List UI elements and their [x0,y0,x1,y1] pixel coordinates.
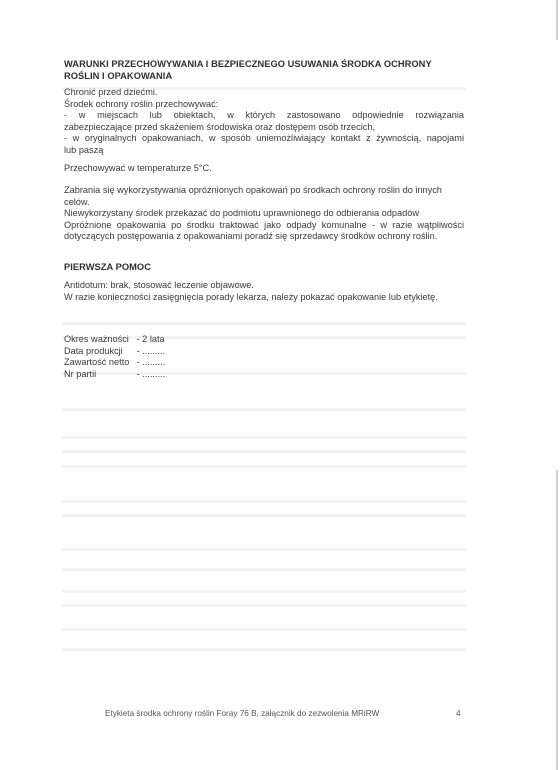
bleed-through-line [62,514,466,517]
text-line: Antidotum: brak, stosować leczenie objawowe. [64,280,254,290]
scan-edge-mark [556,470,558,770]
scan-edge-mark [556,0,558,40]
text-line: celów. [64,196,90,207]
bleed-through-line [62,322,466,325]
temperature-paragraph [64,163,464,175]
first-aid-paragraph [64,280,464,303]
production-date-row [64,346,264,358]
storage-heading-line: WARUNKI PRZECHOWYWANIA I BEZPIECZNEGO USUWANIA ŚRODKA OCHRONY [64,59,432,69]
batch-number-label: Nr partii [64,368,97,379]
text-line: Opróżnione opakowania po środku traktować jako odpady komunalne - w razie wątpliwości [64,219,464,230]
net-content-row [64,357,264,369]
bleed-through-line [62,408,466,411]
text-line: Zabrania się wykorzystywania opróżnionych opakowań po środkach ochrony roślin do innych [64,185,442,195]
batch-number-value: - ......... [136,368,166,379]
bleed-through-line [62,548,466,551]
text-line: Środek ochrony roślin przechowywać: [64,98,219,109]
text-line: zabezpieczające przed skażeniem środowiska oraz dostępem osób trzecich, [64,121,375,132]
expiry-label: Okres ważności [64,334,129,344]
text-line: W razie konieczności zasięgnięcia porady lekarza, należy pokazać opakowanie lub etykietę. [64,291,438,302]
expiry-row [64,334,264,346]
page-footer: Etykieta środka ochrony roślin Foray 76 B, załącznik do zezwolenia MRiRW [105,709,380,718]
net-content-label: Zawartość netto [64,357,130,368]
text-line: Przechowywać w temperaturze 5°C. [64,163,212,173]
text-line: Chronić przed dziećmi. [64,87,158,97]
batch-number-row [64,369,264,381]
page-number: 4 [456,709,461,718]
text-line: dotyczących postępowania z opakowaniami poradź się sprzedawcy środków ochrony roślin. [64,231,438,242]
bleed-through-line [62,500,466,503]
bleed-through-line [62,628,466,631]
text-line: Niewykorzystany środek przekazać do podmiotu uprawnionego do odbierania odpadów [64,208,419,219]
bleed-through-line [62,436,466,439]
packaging-info-block [64,334,264,380]
net-content-value: - ......... [136,357,166,368]
text-line: - w oryginalnych opakowaniach, w sposób uniemożliwiający kontakt z żywnością, napojami [64,133,464,144]
bleed-through-line [62,604,466,607]
production-date-label: Data produkcji [64,345,123,356]
bleed-through-line [62,465,466,468]
storage-paragraph [64,87,464,157]
bleed-through-line [62,568,466,571]
bleed-through-line [62,590,466,593]
packaging-disposal-paragraph [64,185,464,243]
first-aid-heading [64,262,484,274]
storage-heading [64,59,484,82]
production-date-value: - ......... [136,345,166,356]
storage-heading-line: ROŚLIN I OPAKOWANIA [64,70,173,81]
bleed-through-line [62,450,466,453]
text-line: lub paszą [64,144,104,155]
expiry-value: - 2 lata [136,334,165,344]
text-line: - w miejscach lub obiektach, w których zastosowano odpowiednie rozwiązania [64,110,464,121]
bleed-through-line [62,648,466,651]
first-aid-heading-text: PIERWSZA POMOC [64,262,151,272]
